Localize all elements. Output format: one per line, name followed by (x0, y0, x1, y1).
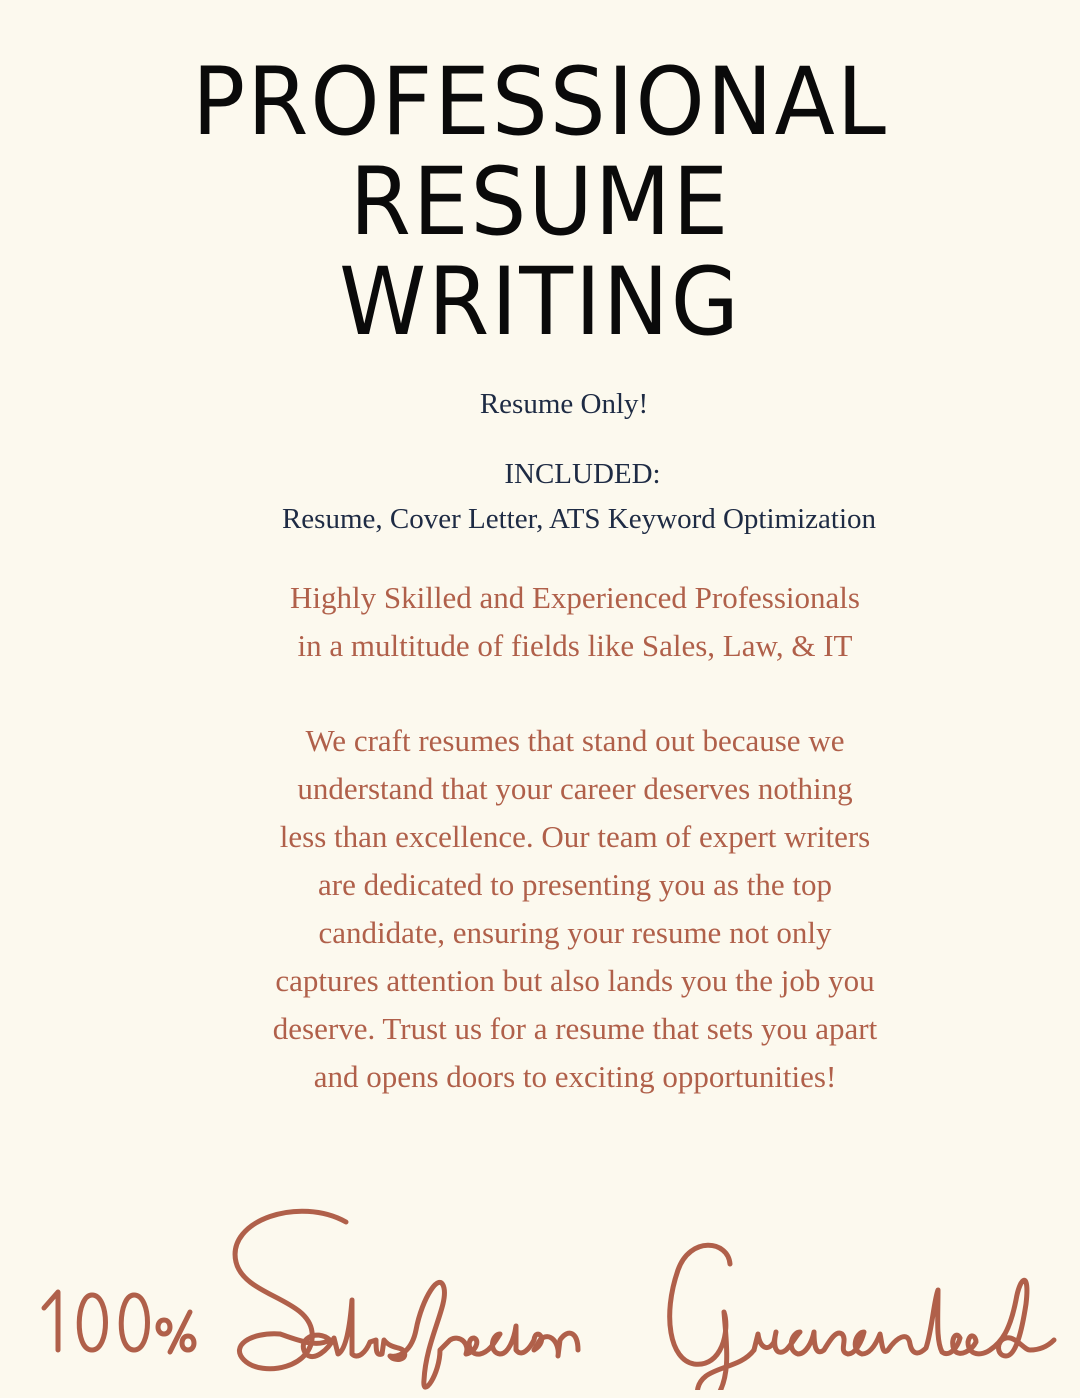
subtitle: Resume Only! (479, 388, 649, 420)
included-items: Resume, Cover Letter, ATS Keyword Optimization (281, 503, 877, 535)
title-line-2: RESUME (349, 146, 731, 257)
sig-word-atisfaction (280, 1282, 578, 1387)
description-line-5: candidate, ensuring your resume not only (318, 915, 832, 950)
description (0, 717, 1080, 1101)
description-line-3: less than excellence. Our team of expert writers (279, 819, 871, 854)
sig-digit-0a (79, 1295, 105, 1350)
satisfaction-guaranteed-signature (30, 1200, 1060, 1390)
description-line-1: We craft resumes that stand out because we (305, 723, 845, 758)
title-line-3: WRITING (339, 246, 741, 357)
highlight-line-2: in a multitude of fields like Sales, Law, & IT (297, 628, 853, 663)
description-line-6: captures attention but also lands you the job you (275, 963, 875, 998)
sig-word-uaranteed (754, 1280, 1054, 1356)
description-line-8: and opens doors to exciting opportunities! (313, 1059, 837, 1094)
description-line-7: deserve. Trust us for a resume that sets you apart (272, 1011, 878, 1046)
description-line-2: understand that your career deserves nothing (297, 771, 853, 806)
sig-percent (158, 1312, 194, 1352)
included-heading: INCLUDED: (504, 458, 661, 490)
title-line-1: PROFESSIONAL (192, 46, 888, 157)
page-title (0, 46, 1080, 357)
highlight-line-1: Highly Skilled and Experienced Professionals (290, 580, 860, 615)
description-line-4: are dedicated to presenting you as the top (318, 867, 832, 902)
sig-letter-G (670, 1245, 754, 1390)
sig-digit-1 (44, 1292, 58, 1350)
sig-digit-0b (121, 1295, 147, 1350)
highlight-text (0, 574, 1080, 670)
